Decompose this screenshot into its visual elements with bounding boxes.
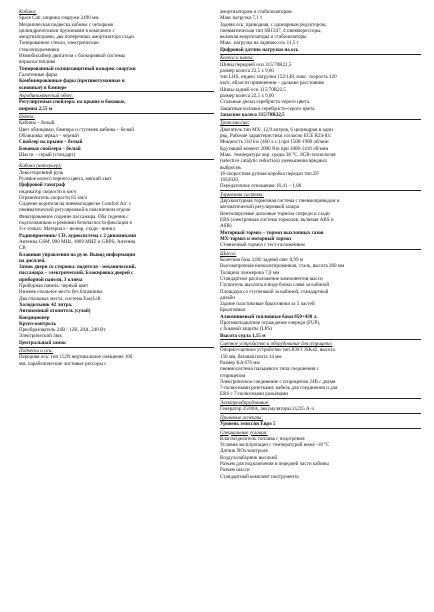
spec-line: Стояночный тормоз с тест-положением — [220, 242, 305, 249]
section-heading: Цвета: — [19, 114, 35, 121]
spec-line: ширина 2,55 м — [19, 105, 53, 112]
spec-line: приборной панели, 3 ключа — [19, 276, 83, 283]
spec-line: 3-х точках. Материал – велюр, сзади - винил — [19, 226, 115, 233]
spec-line: Спойлер на крыше – белый — [19, 139, 83, 146]
section-heading: Подвеска и оси: — [19, 348, 54, 355]
spec-line: пневмосистема пальцевого типа соединения с — [220, 366, 319, 373]
spec-line: Кабины – белый. — [19, 120, 56, 127]
spec-line: Кондиционер — [19, 314, 50, 321]
spec-line: Колесная база 3,80/ задний свес 0,99 м — [220, 257, 303, 264]
section-heading: Шасси: — [220, 250, 237, 257]
section-heading: Электрооборудование: — [220, 399, 270, 406]
spec-line: Автономный отопитель (сухой) — [19, 308, 91, 315]
spec-line: Высокопрочная низколегированная, сталь, высота 260 мм — [220, 263, 345, 270]
spec-line: размер колеса 22,5 x 9,00 — [220, 93, 274, 100]
spec-line: км/ч, области применения – дальние расстояния — [220, 80, 324, 87]
spec-line: Защитные колпаки серебристо-серого цвета — [220, 105, 315, 112]
spec-line: Уровень эмиссии Евро 5 — [220, 421, 276, 428]
spec-line: Круиз-контроль — [19, 320, 57, 327]
spec-line: Воздухозаборник высокий — [220, 454, 278, 461]
spec-line: Сидение водителя на пневмоподвеске Comfort Air: с — [19, 201, 132, 208]
spec-line: Задняя ось: приводная, с одинарным редуктором, — [220, 21, 327, 28]
right-column — [220, 9, 421, 480]
spec-line: 16S2020, — [220, 177, 240, 184]
spec-line: стеклоподъемники — [19, 46, 60, 53]
spec-line: Комбинированные фары (противотуманные и — [19, 78, 125, 85]
spec-line: Датчик NOx-контроля — [220, 448, 268, 455]
spec-line: Влагоотделитель топлива с подогревом — [220, 435, 305, 442]
spec-line: Тонированный солнцезащитный козырек снаружи — [19, 65, 136, 72]
spec-line: амортизаторами, два поперечных амортизатора сзади. — [19, 34, 136, 41]
spec-line: Условия эксплуатации с температурой ниже -18 °C — [220, 442, 330, 449]
spec-line: впрыска топлива — [19, 59, 56, 66]
section-heading: Специальные условия: — [220, 429, 268, 436]
spec-line: Толщина лонжерона 7,0 мм — [220, 269, 280, 276]
spec-line: Электрическое соединение с п/прицепом 24В с двумя — [220, 378, 336, 385]
left-column — [19, 9, 214, 367]
spec-line: Центральный замок — [19, 339, 66, 346]
spec-line: Стальные диски серебристо-серого цвета — [220, 99, 309, 106]
spec-line: Шины передней оси 315/70R22,5 — [220, 61, 292, 68]
spec-line: Разъем для подключения в передней части кабины — [220, 460, 329, 467]
spec-line: Вентилируемые дисковые тормоза спереди и сзади — [220, 210, 330, 217]
section-heading: Аэродинамический обвес: — [19, 93, 74, 100]
spec-line: Шасси – серый (стандарт) — [19, 151, 76, 158]
spec-line: EBS с 7-полюсными разъемами — [220, 391, 288, 398]
spec-line: пневматическая тип SR1347, 4 пневморессоры, — [220, 27, 322, 34]
spec-line: Задние пластиковые брызговики за 3 частей — [220, 301, 315, 308]
spec-line: Шины задней оси 315/70R22,5 — [220, 86, 286, 93]
spec-line: размер колеса 22,5 x 9,00 — [220, 67, 274, 74]
spec-line: Холодильник 42 литра. — [19, 301, 73, 308]
section-heading: Правовые аспекты: — [220, 414, 264, 421]
spec-line: на дисплей. — [19, 257, 46, 264]
spec-line: Боковые спойлера – белый — [19, 145, 81, 152]
spec-line: Стандартный комплект инструмента — [220, 473, 299, 480]
spec-line: Галогенные фары — [19, 71, 58, 78]
spec-line: Цвет облицовки, бампера и ступенек кабины – белый — [19, 126, 134, 133]
spec-line: Передняя ось: тип 152N вертикальное смещение 100 — [19, 354, 133, 361]
spec-line: Антенна GSM, 900 MHz, 1800 MHZ и GRPS, Антенна — [19, 238, 136, 245]
spec-line: Клавиши управления на руле. Вывод информации — [19, 251, 136, 258]
section-heading: Кабина (интерьер): — [19, 163, 62, 170]
spec-line: Ограничитель скорости 85 км/ч — [19, 194, 88, 201]
spec-line: Алюминиевый топливные баки 850+430 л. — [220, 313, 318, 320]
spec-line: Макс нагрузка 7,1 т — [220, 15, 263, 22]
spec-line: Площадка со ступенькой за кабиной, стандартный — [220, 288, 329, 295]
spec-line: Приборная панель: черный цвет — [19, 283, 89, 290]
spec-line: ряд. Рабочие характеристики согласно ECE R24-03: — [220, 133, 332, 140]
section-heading: Колеса и шины: — [220, 55, 254, 62]
spec-line: Запасное колесо 315/70R22,5 — [220, 111, 285, 118]
section-heading: Тормозная система: — [220, 191, 264, 198]
spec-line: Макс. температура окр. среды 38 °C. SCR-технология — [220, 151, 336, 158]
spec-line: Генератор 35/80А, аккумуляторы 2x225 А·ч — [220, 406, 314, 413]
spec-line: индикатор скорости в км/ч — [19, 188, 77, 195]
spec-line: Нижнее спальное место без багажника — [19, 289, 103, 296]
spec-line: цилиндрическими пружинами в комплекте с — [19, 27, 115, 34]
spec-line: пассажира – электрический. Блокировка дверей с — [19, 270, 134, 277]
spec-line: дизайн — [220, 294, 235, 301]
spec-line: Моторный тормоз – тормоз выхлопных газов — [220, 229, 324, 236]
spec-line: EBS (электронная система тормозов, включая ABS и — [220, 217, 334, 224]
spec-line: МХ-тормоз и моторный тормоз — [220, 235, 292, 242]
spec-line: Разъем шасси — [220, 467, 250, 474]
spec-line: Механическая подвеска кабины с четырьмя — [19, 21, 113, 28]
spec-line: 16-скоростная ручная коробка передач тип ZF — [220, 170, 319, 177]
spec-line: CB — [19, 245, 26, 252]
spec-line: Два спальных места, система EasyLift — [19, 295, 101, 302]
spec-line: 150 мм, базовая плита 14 мм — [220, 353, 282, 360]
spec-line: ASR) — [220, 223, 232, 230]
spec-line: Стандартное расположение компонентов шасси — [220, 275, 323, 282]
spec-line: Высота седла 1,15 м — [220, 332, 266, 339]
spec-line: Цифровой датчик нагрузки на ось — [220, 46, 299, 53]
spec-line: Регулируемые спойлера: на крыше и боковые, — [19, 99, 126, 106]
spec-line: Левосторонний руль — [19, 169, 64, 176]
section-heading: Кабина: — [19, 9, 37, 15]
spec-line: Двухконтурная тормозная система с пневмоприводом и — [220, 198, 340, 205]
spec-line: автоматической регулировкой зазора — [220, 204, 300, 211]
spec-line: п/прицепом — [220, 372, 246, 379]
spec-line: Space Cab: ширина снаружи 2490 мм. — [19, 15, 100, 22]
spec-line: амортизатором и стабилизатором. — [220, 9, 293, 15]
spec-line: (selective catalytic reduction) уменьшения вредных — [220, 158, 328, 165]
spec-line: Крутящий момент 2000 Nm при 1000-1410 об/мин — [220, 145, 329, 152]
spec-line: Мощность 310 kw (460 л.с.) при 1500-1900 об/мин — [220, 139, 329, 146]
spec-line: Опорно-сцепное устройство тип JOST JSK42, высота — [220, 347, 335, 354]
spec-line: Тонированное стекло, электрические — [19, 40, 99, 47]
spec-line: мм, параболические листовые рессоры с — [19, 360, 107, 367]
spec-line: Макс. нагрузка на заднюю ось 11,5 т — [220, 40, 299, 47]
spec-line: Цифровой тахограф — [19, 182, 65, 189]
spec-line: 7-полюсными розетками: кабель для соединения и для — [220, 385, 338, 392]
spec-line: Иммобилайзер двигателя с блокировкой системы — [19, 53, 126, 60]
spec-line: Преобразователь 24В / 12В, 20А, 240 Вт — [19, 327, 106, 334]
spec-line: подголовником и ремнями безопасности фиксации в — [19, 220, 132, 227]
spec-line: Облицовка зеркал – черный — [19, 133, 79, 140]
spec-line: Глушитель выхлопа в виде бочки слева за кабиной — [220, 282, 330, 289]
spec-line: Фиксированное сидение пассажира. Оба сидения с — [19, 213, 129, 220]
section-heading: Сцепное устройство и оборудование для п/прицепа: — [220, 341, 333, 348]
spec-line: Размер KA 670 мм — [220, 359, 260, 366]
spec-line: с боковой защиты (LPS) — [220, 326, 272, 333]
spec-line: Брызговики — [220, 307, 246, 314]
spec-line: Радиоприемник/ CD, аудиосистема с 2 динамиками — [19, 232, 137, 239]
spec-line: основные) в бампере — [19, 84, 67, 91]
spec-line: выбросов. — [220, 164, 242, 171]
spec-line: Двигатель тип МХ: 12,9 литров, 6 цилиндров в один — [220, 126, 333, 133]
section-heading: Трансмиссия: — [220, 120, 250, 127]
spec-line: Рулевое колесо черного цвета, мягкий хват — [19, 175, 112, 182]
spec-line: Передаточное отношение 16,41 – 1,00 — [220, 183, 302, 190]
spec-line: Противоподкатное ограждение спереди (FUP), — [220, 320, 321, 326]
spec-line: пневматической регулировкой в поясничном отделе — [19, 207, 131, 214]
spec-line: Замок двери со стороны: водителя - механический, — [19, 264, 136, 271]
spec-line: Электрический люк — [19, 333, 62, 340]
spec-line: тип LHS, индекс нагрузки 152/148, макс. скорость 120 — [220, 74, 337, 81]
spec-line: включая амортизаторы и стабилизаторы — [220, 34, 307, 41]
